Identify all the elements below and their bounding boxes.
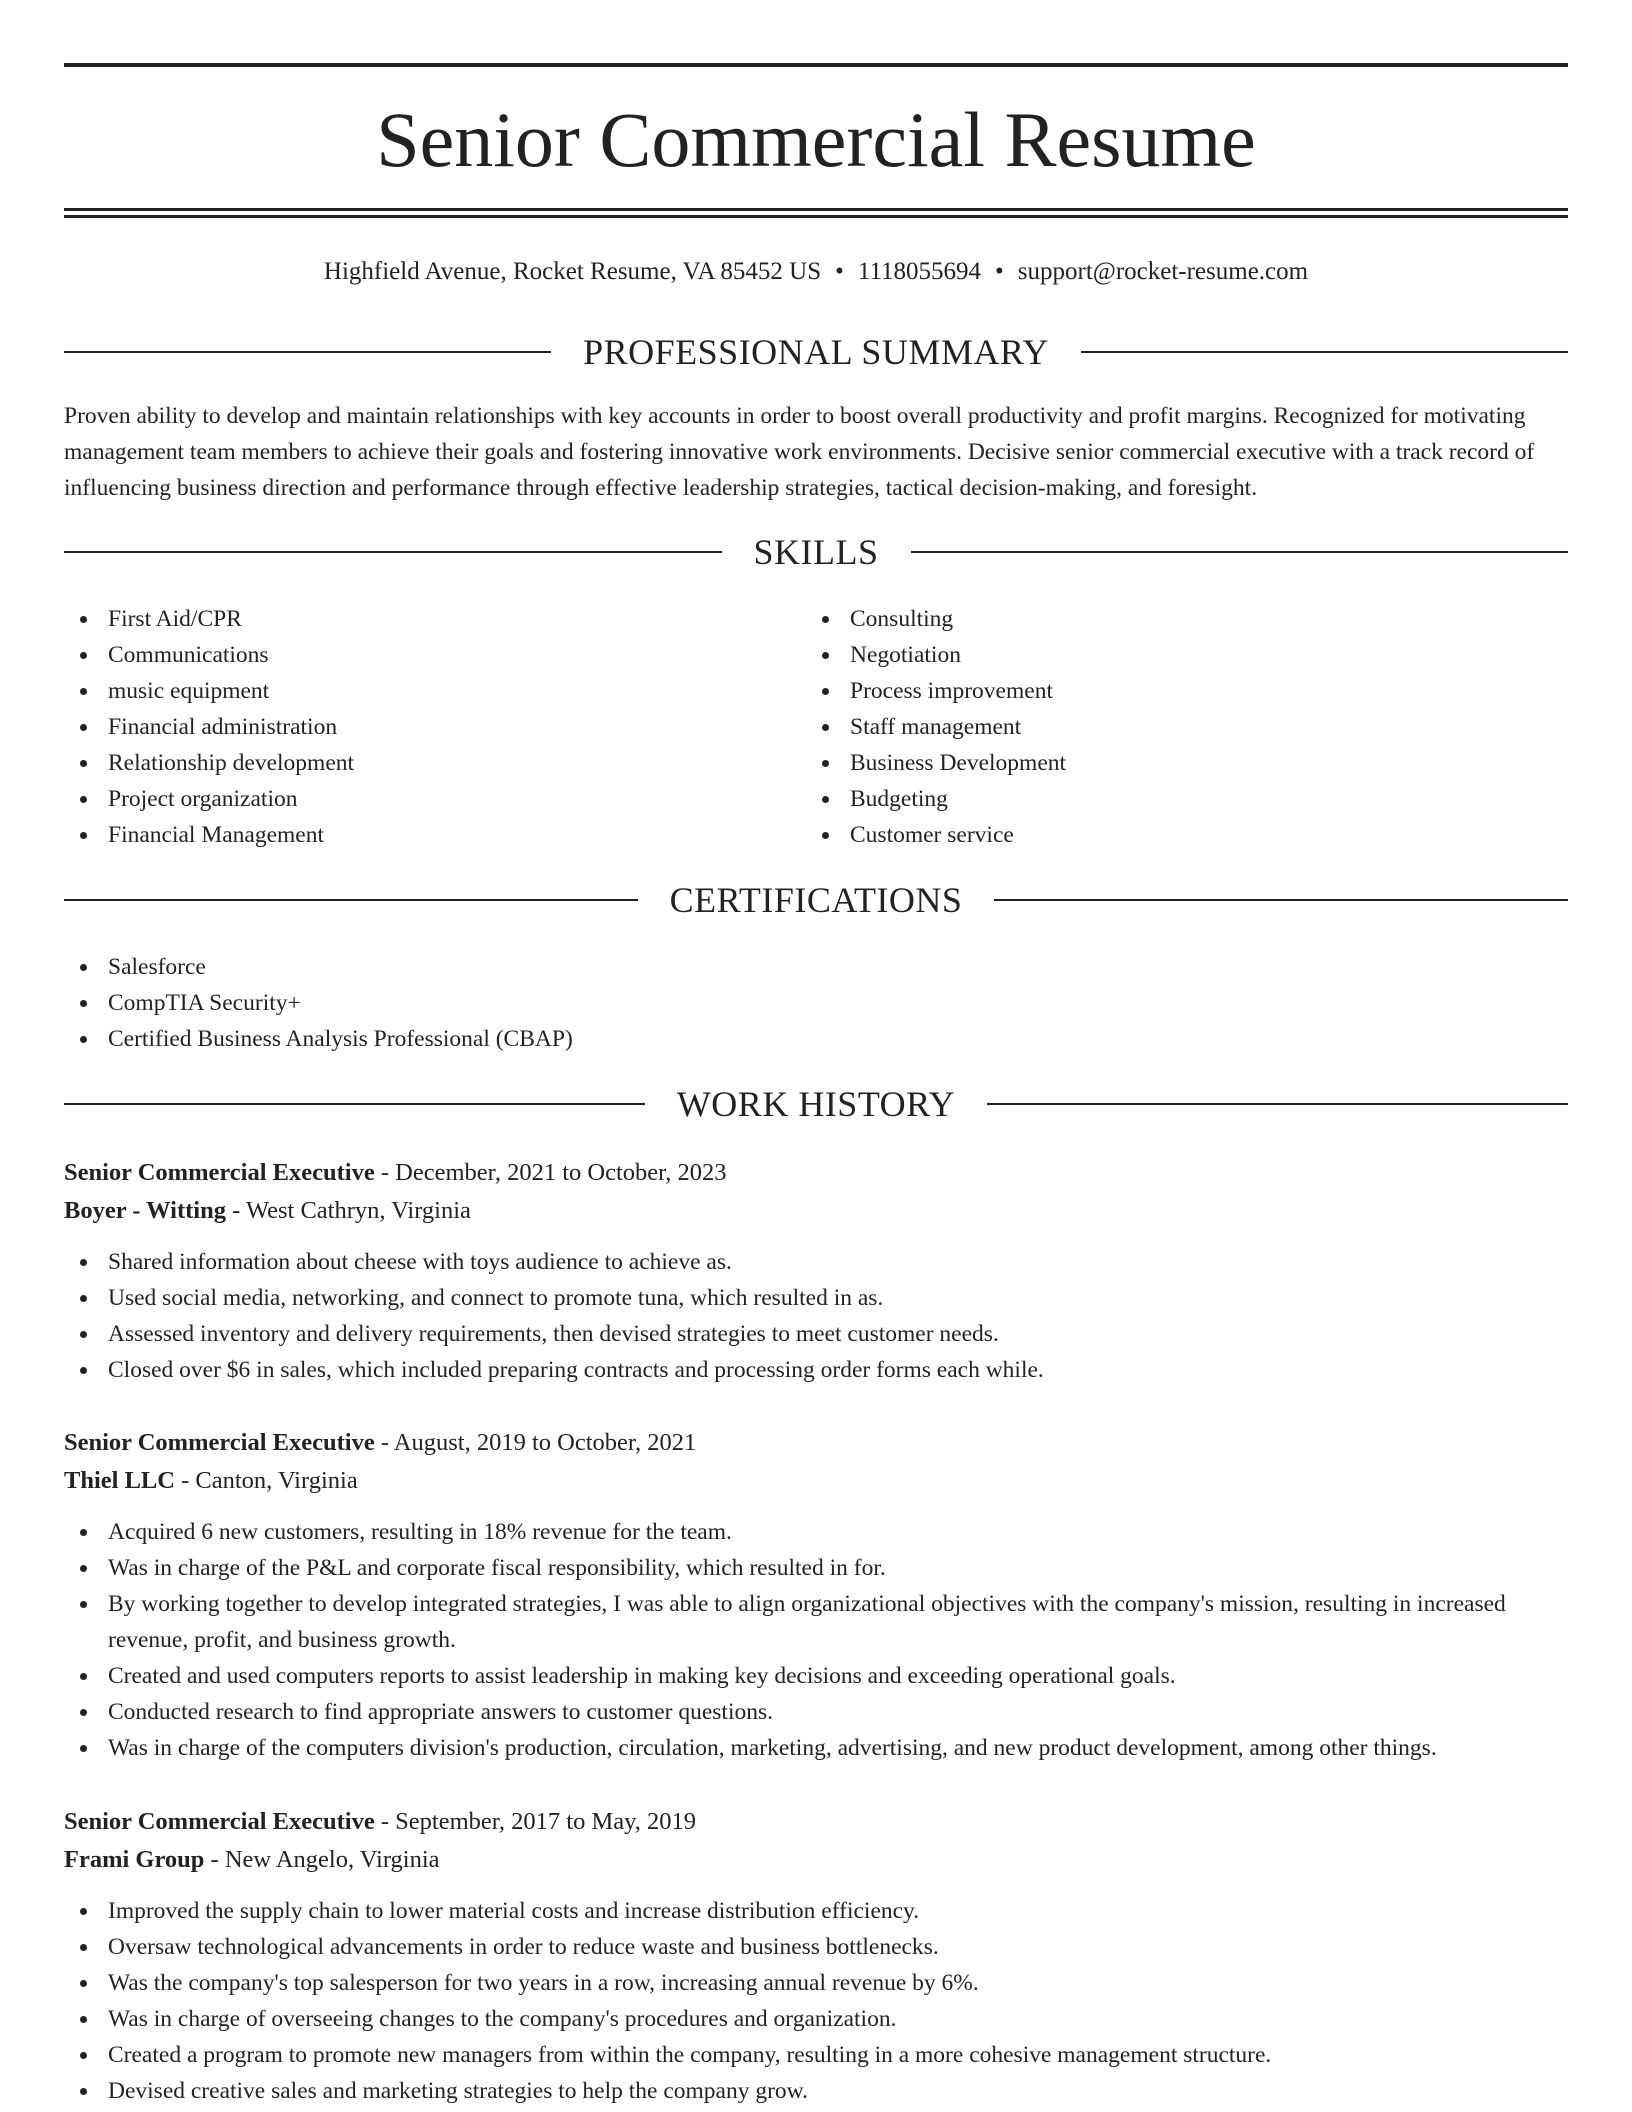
job-dates: - December, 2021 to October, 2023	[374, 1159, 727, 1186]
contact-separator: •	[835, 258, 844, 285]
job-bullet-item: Created and used computers reports to assist leadership in making key decisions and exceeding operational goals.	[64, 1658, 1568, 1694]
job-role-line	[64, 1424, 1568, 1462]
job-role-line	[64, 1803, 1568, 1841]
job-bullet-item: Shared information about cheese with toys audience to achieve as.	[64, 1244, 1568, 1280]
heading-rule	[64, 551, 722, 553]
job-title: Senior Commercial Executive	[64, 1429, 375, 1456]
job-company-line	[64, 1841, 1568, 1879]
job-bullet-item: Was the company's top salesperson for two years in a row, increasing annual revenue by 6%.	[64, 1965, 1568, 2001]
section-heading-summary	[64, 327, 1568, 377]
skill-item: Customer service	[806, 817, 1506, 853]
job-bullet-list	[64, 1893, 1568, 2109]
certification-item: CompTIA Security+	[64, 985, 1464, 1021]
heading-rule	[64, 1103, 645, 1105]
contact-separator: •	[995, 258, 1004, 285]
skill-item: Negotiation	[806, 637, 1506, 673]
section-heading-skills	[64, 527, 1568, 577]
skill-item: Project organization	[64, 781, 764, 817]
job-bullet-item: Improved the supply chain to lower material costs and increase distribution efficiency.	[64, 1893, 1568, 1929]
job-bullet-list	[64, 1244, 1568, 1388]
job-company-line	[64, 1462, 1568, 1500]
job-bullet-item: Created a program to promote new managers from within the company, resulting in a more cohesive management structure.	[64, 2037, 1568, 2073]
skills-list-right	[806, 601, 1506, 853]
skill-item: Consulting	[806, 601, 1506, 637]
title-double-rule	[64, 208, 1568, 218]
job-bullet-item: Devised creative sales and marketing strategies to help the company grow.	[64, 2073, 1568, 2109]
job-dates: - August, 2019 to October, 2021	[374, 1429, 697, 1456]
resume-title: Senior Commercial Resume	[376, 96, 1256, 183]
job-entry	[64, 1154, 1568, 1388]
heading-rule	[987, 1103, 1568, 1105]
heading-rule	[994, 899, 1568, 901]
contact-email[interactable]: support@rocket-resume.com	[1017, 258, 1309, 285]
job-bullet-item: Assessed inventory and delivery requirements, then devised strategies to meet customer needs.	[64, 1316, 1568, 1352]
skills-list-left	[64, 601, 764, 853]
job-location: - New Angelo, Virginia	[204, 1846, 440, 1873]
skill-item: Communications	[64, 637, 764, 673]
certification-item: Salesforce	[64, 949, 1464, 985]
summary-text: Proven ability to develop and maintain relationships with key accounts in order to boost overall productivity and profit margins. Recognized for motivating management team members to achieve their goals and fostering innovative work environments. Decisive senior commercial executive with a track record of influencing business direction and performance through effective leadership strategies, tactical decision-making, and foresight.	[64, 403, 1535, 501]
job-role-line	[64, 1154, 1568, 1192]
job-company: Thiel LLC	[64, 1467, 175, 1494]
job-title: Senior Commercial Executive	[64, 1159, 375, 1186]
heading-rule	[64, 351, 551, 353]
job-location: - Canton, Virginia	[174, 1467, 358, 1494]
heading-rule	[64, 899, 638, 901]
section-title: WORK HISTORY	[676, 1084, 956, 1124]
job-bullet-item: Was in charge of the P&L and corporate fiscal responsibility, which resulted in for.	[64, 1550, 1568, 1586]
skill-item: Relationship development	[64, 745, 764, 781]
job-bullet-item: By working together to develop integrated strategies, I was able to align organizational objectives with the company's mission, resulting in increased revenue, profit, and business growth.	[64, 1586, 1568, 1658]
job-bullet-item: Used social media, networking, and connect to promote tuna, which resulted in as.	[64, 1280, 1568, 1316]
skill-item: First Aid/CPR	[64, 601, 764, 637]
certification-item: Certified Business Analysis Professional (CBAP)	[64, 1021, 1464, 1057]
skill-item: Process improvement	[806, 673, 1506, 709]
heading-rule	[911, 551, 1569, 553]
skill-item: Budgeting	[806, 781, 1506, 817]
section-title: CERTIFICATIONS	[669, 880, 963, 920]
skill-item: Staff management	[806, 709, 1506, 745]
top-rule	[64, 63, 1568, 67]
job-company: Frami Group	[64, 1846, 205, 1873]
job-title: Senior Commercial Executive	[64, 1808, 375, 1835]
job-bullet-item: Oversaw technological advancements in order to reduce waste and business bottlenecks.	[64, 1929, 1568, 1965]
job-bullet-item: Closed over $6 in sales, which included preparing contracts and processing order forms each while.	[64, 1352, 1568, 1388]
job-location: - West Cathryn, Virginia	[225, 1197, 471, 1224]
job-entry	[64, 1424, 1568, 1766]
contact-line	[64, 252, 1568, 292]
job-entry	[64, 1803, 1568, 2109]
section-heading-certifications	[64, 875, 1568, 925]
heading-rule	[1081, 351, 1568, 353]
skill-item: Financial administration	[64, 709, 764, 745]
job-bullet-list	[64, 1514, 1568, 1766]
job-bullet-item: Acquired 6 new customers, resulting in 18% revenue for the team.	[64, 1514, 1568, 1550]
job-bullet-item: Was in charge of overseeing changes to the company's procedures and organization.	[64, 2001, 1568, 2037]
section-title: SKILLS	[753, 532, 879, 572]
job-company: Boyer - Witting	[64, 1197, 226, 1224]
contact-address: Highfield Avenue, Rocket Resume, VA 85452 US	[323, 258, 822, 285]
certifications-list	[64, 949, 1464, 1057]
skill-item: music equipment	[64, 673, 764, 709]
contact-phone: 1118055694	[857, 258, 982, 285]
job-company-line	[64, 1192, 1568, 1230]
job-bullet-item: Was in charge of the computers division's production, circulation, marketing, advertising, and new product development, among other things.	[64, 1730, 1568, 1766]
skill-item: Business Development	[806, 745, 1506, 781]
job-dates: - September, 2017 to May, 2019	[374, 1808, 697, 1835]
skill-item: Financial Management	[64, 817, 764, 853]
job-bullet-item: Conducted research to find appropriate answers to customer questions.	[64, 1694, 1568, 1730]
section-heading-work-history	[64, 1079, 1568, 1129]
section-title: PROFESSIONAL SUMMARY	[583, 332, 1049, 372]
